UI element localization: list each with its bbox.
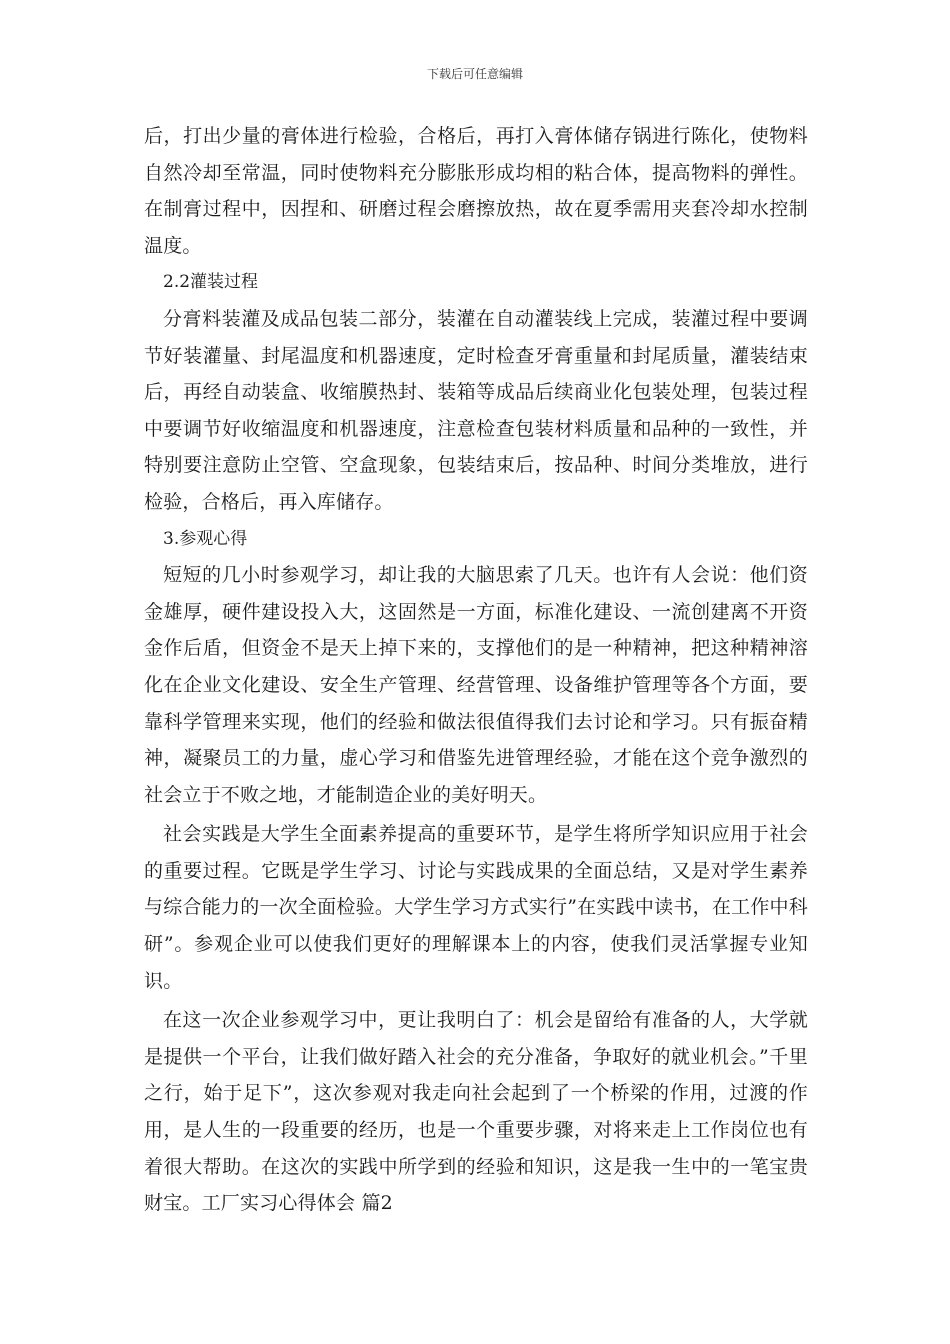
paragraph-filling-process: 分膏料装灌及成品包装二部分，装灌在自动灌装线上完成，装灌过程中要调节好装灌量、封尾温度和机器速度，定时检查牙膏重量和封尾质量，灌装结束后，再经自动装盒、收缩膜热封、装箱等成品后续商业化包装处理，包装过程中要调节好收缩温度和机器速度，注意检查包装材料质量和品种的一致性，并特别要注意防止空管、空盒现象，包装结束后，按品种、时间分类堆放，进行检验，合格后，再入库储存。: [144, 307, 808, 513]
document-body: [144, 118, 808, 1222]
paragraph-reflection-visit: 短短的几小时参观学习，却让我的大脑思索了几天。也许有人会说：他们资金雄厚，硬件建设投入大，这固然是一方面，标准化建设、一流创建离不开资金作后盾，但资金不是天上掉下来的，支撑他们的是一种精神，把这种精神溶化在企业文化建设、安全生产管理、经营管理、设备维护管理等各个方面，要靠科学管理来实现，他们的经验和做法很值得我们去讨论和学习。只有振奋精神，凝聚员工的力量，虚心学习和借鉴先进管理经验，才能在这个竞争激烈的社会立于不败之地，才能制造企业的美好明天。: [144, 564, 808, 806]
page-header: 下载后可任意编辑: [426, 67, 523, 81]
section-heading-filling: 2.2灌装过程: [163, 272, 259, 293]
paragraph-social-practice: 社会实践是大学生全面素养提高的重要环节，是学生将所学知识应用于社会的重要过程。它既是学生学习、讨论与实践成果的全面总结，又是对学生素养与综合能力的一次全面检验。大学生学习方式实行”在实践中读书，在工作中科研”。参观企业可以使我们更好的理解课本上的内容，使我们灵活掌握专业知识。: [144, 823, 808, 992]
section-heading-reflection: 3.参观心得: [163, 528, 248, 549]
paragraph-opportunity: 在这一次企业参观学习中，更让我明白了：机会是留给有准备的人，大学就是提供一个平台，让我们做好踏入社会的充分准备，争取好的就业机会。”千里之行，始于足下”，这次参观对我走向社会起到了一个桥梁的作用，过渡的作用，是人生的一段重要的经历，也是一个重要步骤，对将来走上工作岗位也有着很大帮助。在这次的实践中所学到的经验和知识，这是我一生中的一笔宝贵财宝。工厂实习心得体会 篇2: [144, 1009, 808, 1215]
paragraph-production-aging: 后，打出少量的膏体进行检验，合格后，再打入膏体储存锅进行陈化，使物料自然冷却至常温，同时使物料充分膨胀形成均相的粘合体，提高物料的弹性。在制膏过程中，因捏和、研磨过程会磨擦放热，故在夏季需用夹套冷却水控制温度。: [144, 125, 808, 257]
